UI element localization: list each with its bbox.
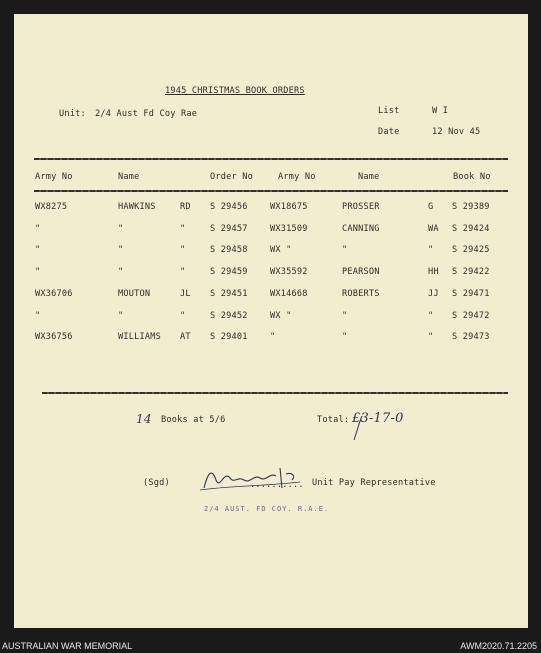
header-order-no: Order No <box>210 172 253 182</box>
table-cell: " <box>428 245 434 256</box>
table-cell: S 29458 <box>210 245 248 256</box>
table-cell: S 29452 <box>210 310 248 321</box>
table-cell: WX " <box>270 310 292 321</box>
table-cell: WX36706 <box>35 288 73 299</box>
table-cell: HAWKINS <box>118 202 156 212</box>
table-cell: " <box>118 310 124 321</box>
header-book-no: Book No <box>453 172 491 182</box>
table-cell: " <box>180 310 186 321</box>
table-cell: S 29425 <box>452 245 490 256</box>
unit-stamp: 2/4 AUST. FD COY. R.A.E. <box>204 505 330 513</box>
signature-role: Unit Pay Representative <box>312 478 436 488</box>
table-cell: " <box>342 245 348 256</box>
table-cell: JL <box>180 288 191 299</box>
unit-label: Unit: <box>59 109 86 119</box>
table-cell: PEARSON <box>342 267 380 278</box>
footer-left: AUSTRALIAN WAR MEMORIAL <box>2 641 133 651</box>
signature-dots: .......... <box>250 480 304 490</box>
table-cell: S 29472 <box>452 310 490 321</box>
table-cell: S 29456 <box>210 202 248 212</box>
table-cell: RD <box>180 202 191 212</box>
table-cell: WA <box>428 223 439 234</box>
table-cell: WX36756 <box>35 332 73 343</box>
table-cell: " <box>180 267 186 278</box>
header-army-no-1: Army No <box>35 172 73 182</box>
table-cell: WX35592 <box>270 267 308 278</box>
bottom-divider <box>42 392 508 394</box>
table-cell: CANNING <box>342 223 380 234</box>
table-cell: WX8275 <box>35 202 68 212</box>
table-cell: WX " <box>270 245 292 256</box>
document-title: 1945 CHRISTMAS BOOK ORDERS <box>165 86 305 96</box>
table-cell: " <box>180 245 186 256</box>
header-name-2: Name <box>358 172 380 182</box>
books-text: Books at 5/6 <box>161 415 226 425</box>
date-label: Date <box>378 127 400 137</box>
top-divider <box>34 158 508 160</box>
table-cell: S 29389 <box>452 202 490 212</box>
table-cell: PROSSER <box>342 202 380 212</box>
header-divider <box>34 190 508 192</box>
table-cell: " <box>35 310 41 321</box>
table-cell: " <box>342 310 348 321</box>
table-cell: " <box>118 245 124 256</box>
table-cell: " <box>35 267 41 278</box>
table-cell: " <box>118 267 124 278</box>
table-cell: S 29424 <box>452 223 490 234</box>
sgd-label: (Sgd) <box>143 478 170 488</box>
footer-right: AWM2020.71.2205 <box>460 641 537 651</box>
table-cell: " <box>428 332 434 343</box>
total-label: Total: <box>317 415 350 425</box>
document-page <box>14 14 528 628</box>
total-handwritten: £3-17-0 <box>352 411 404 426</box>
list-label: List <box>378 106 400 116</box>
total-underline <box>348 412 438 442</box>
table-cell: S 29471 <box>452 288 490 299</box>
table-cell: " <box>428 310 434 321</box>
table-cell: " <box>180 223 186 234</box>
table-cell: S 29473 <box>452 332 490 343</box>
table-cell: " <box>342 332 348 343</box>
table-cell: WX14668 <box>270 288 308 299</box>
table-cell: WX18675 <box>270 202 308 212</box>
unit-value: 2/4 Aust Fd Coy Rae <box>95 109 198 119</box>
table-cell: S 29401 <box>210 332 248 343</box>
table-cell: " <box>35 245 41 256</box>
table-cell: MOUTON <box>118 288 151 299</box>
table-cell: HH <box>428 267 439 278</box>
table-cell: WILLIAMS <box>118 332 161 343</box>
table-cell: WX31509 <box>270 223 308 234</box>
date-value: 12 Nov 45 <box>432 127 481 137</box>
header-army-no-2: Army No <box>278 172 316 182</box>
table-cell: " <box>270 332 276 343</box>
table-cell: " <box>118 223 124 234</box>
table-cell: JJ <box>428 288 439 299</box>
table-cell: AT <box>180 332 191 343</box>
header-name-1: Name <box>118 172 140 182</box>
table-cell: S 29451 <box>210 288 248 299</box>
table-cell: " <box>35 223 41 234</box>
table-cell: S 29459 <box>210 267 248 278</box>
table-cell: G <box>428 202 434 212</box>
table-cell: S 29457 <box>210 223 248 234</box>
table-cell: ROBERTS <box>342 288 380 299</box>
table-cell: S 29422 <box>452 267 490 278</box>
list-value: W I <box>432 106 449 116</box>
books-count-handwritten: 14 <box>136 412 152 426</box>
